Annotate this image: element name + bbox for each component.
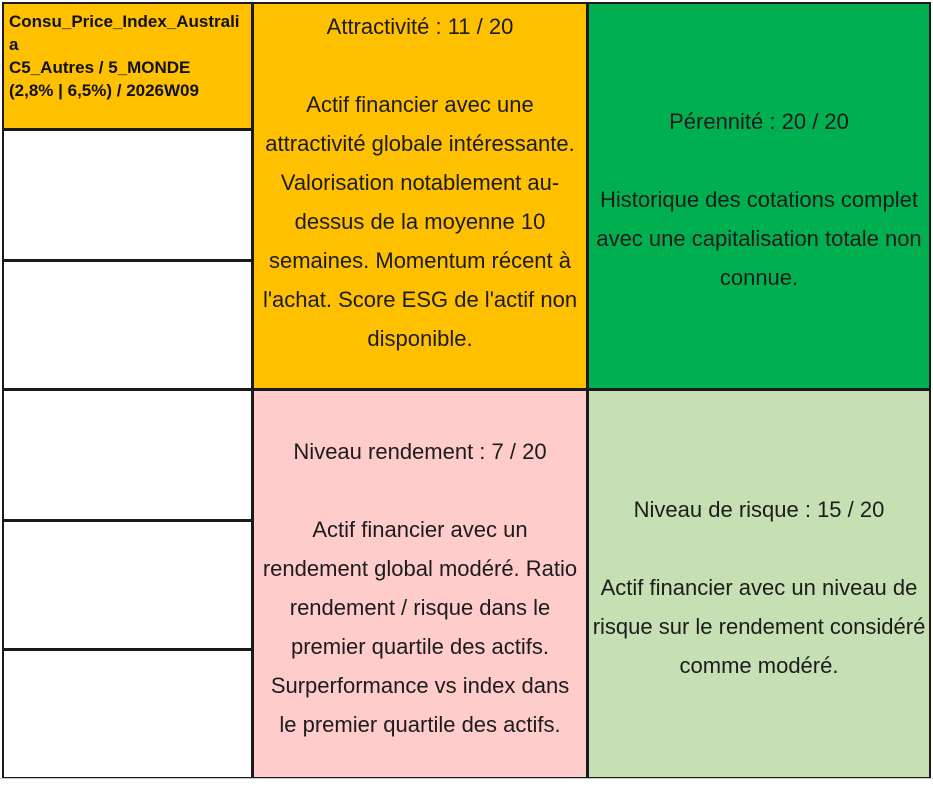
perennite-title: Pérennité : 20 / 20 xyxy=(669,109,849,134)
attractivite-text: Actif financier avec une attractivité globale intéressante. Valorisation notablement au-dessus de la moyenne 10 semaines. Momentum récent à l'achat. Score ESG de l'actif non disponible. xyxy=(262,92,578,351)
perennite-text: Historique des cotations complet avec une capitalisation totale non connue. xyxy=(596,187,922,290)
rendement-text: Actif financier avec un rendement global modéré. Ratio rendement / risque dans le premier quartile des actifs. Surperformance vs index dans le premier quartile des actifs. xyxy=(262,517,578,737)
empty-cell-4[interactable] xyxy=(2,520,253,650)
attractivite-cell[interactable] xyxy=(252,2,588,390)
rendement-cell[interactable] xyxy=(252,389,588,779)
asset-period: (2,8% | 6,5%) / 2026W09 xyxy=(9,81,199,100)
risque-text: Actif financier avec un niveau de risque sur le rendement considéré comme modéré. xyxy=(592,575,926,678)
perennite-cell[interactable] xyxy=(587,2,931,390)
asset-category: C5_Autres / 5_MONDE xyxy=(9,58,191,77)
empty-cell-2[interactable] xyxy=(2,260,253,390)
attractivite-title: Attractivité : 11 / 20 xyxy=(326,14,514,39)
empty-cell-3[interactable] xyxy=(2,389,253,521)
risque-cell[interactable] xyxy=(587,389,931,779)
risque-title: Niveau de risque : 15 / 20 xyxy=(633,497,885,522)
asset-name: Consu_Price_Index_Australia xyxy=(9,12,240,54)
empty-cell-5[interactable] xyxy=(2,649,253,779)
rendement-title: Niveau rendement : 7 / 20 xyxy=(293,439,547,464)
empty-cell-1[interactable] xyxy=(2,129,253,261)
asset-header-cell[interactable] xyxy=(2,2,253,130)
